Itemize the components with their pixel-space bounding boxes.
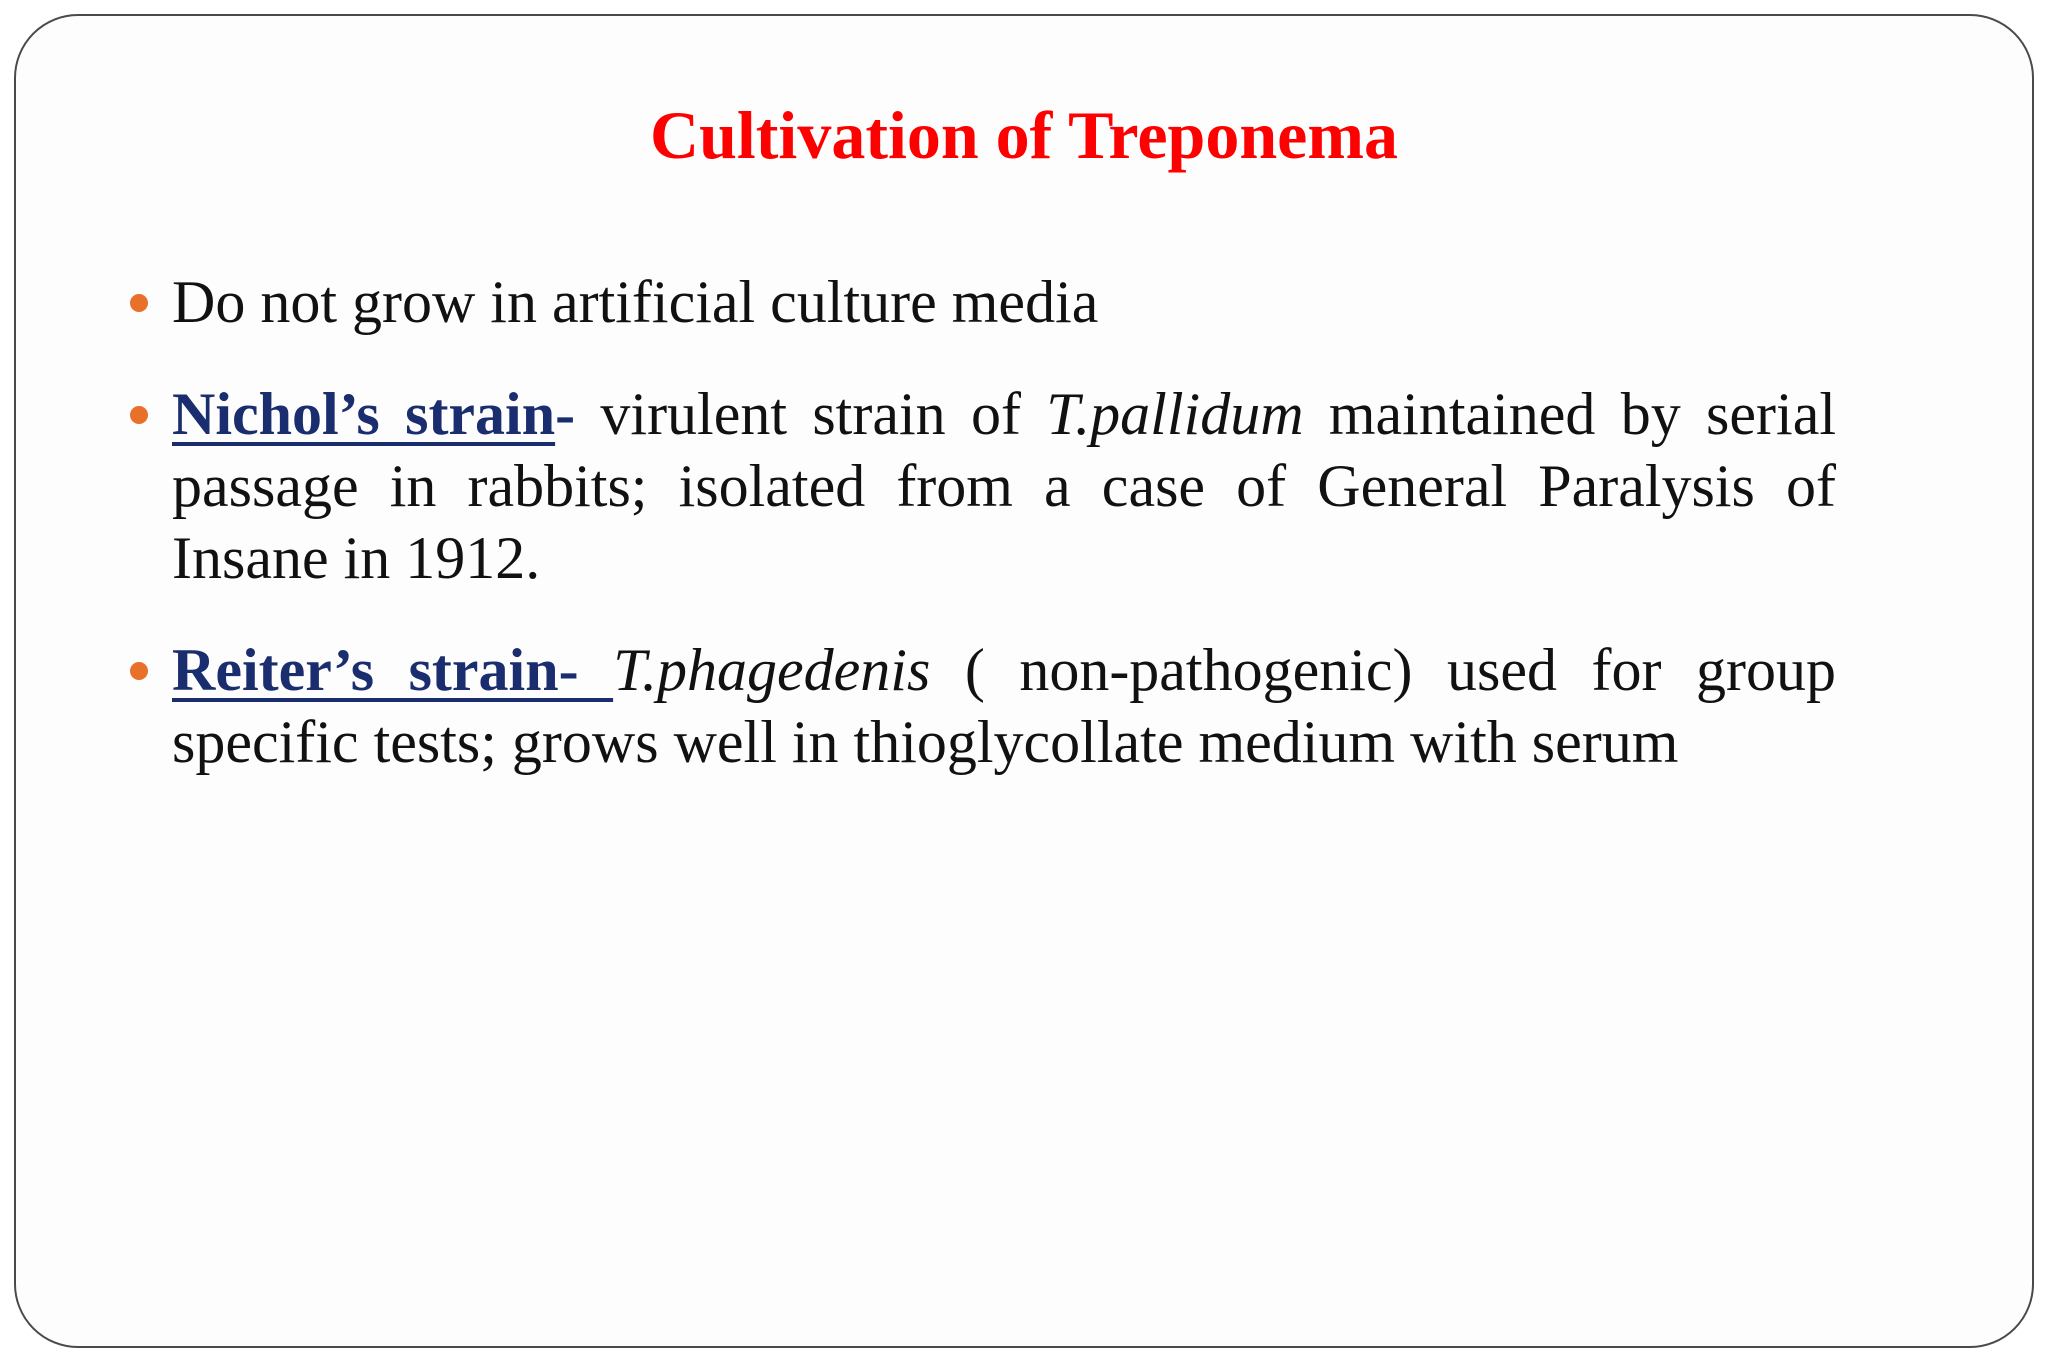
bullet-text-before-species: virulent strain of — [575, 381, 1047, 447]
bullet-dot-icon — [130, 294, 148, 312]
bullet-dot-icon — [130, 662, 148, 680]
bullet-item-artificial-media — [172, 266, 1836, 338]
term-dash: - — [555, 381, 576, 447]
bullet-text-after-species: ( non-pathogenic) used for group specific tests; grows well in thioglycollate medium with serum — [172, 637, 1836, 775]
bullet-item-reiters-strain — [172, 634, 1836, 778]
species-t-phagedenis: T.phagedenis — [613, 637, 931, 703]
bullet-text-after-species: maintained by serial passage in rabbits; isolated from a case of General Paralysis of Insane in 1912. — [172, 381, 1836, 591]
species-t-pallidum: T.pallidum — [1046, 381, 1304, 447]
term-nichols-strain: Nichol’s strain — [172, 381, 556, 447]
term-reiters-strain: Reiter’s strain- — [172, 637, 614, 703]
slide — [14, 14, 2034, 1348]
bullet-text: Do not grow in artificial culture media — [172, 269, 1099, 335]
bullet-item-nichols-strain — [172, 378, 1836, 594]
bullet-list — [172, 266, 1836, 818]
bullet-dot-icon — [130, 406, 148, 424]
slide-title: Cultivation of Treponema — [649, 97, 1399, 173]
